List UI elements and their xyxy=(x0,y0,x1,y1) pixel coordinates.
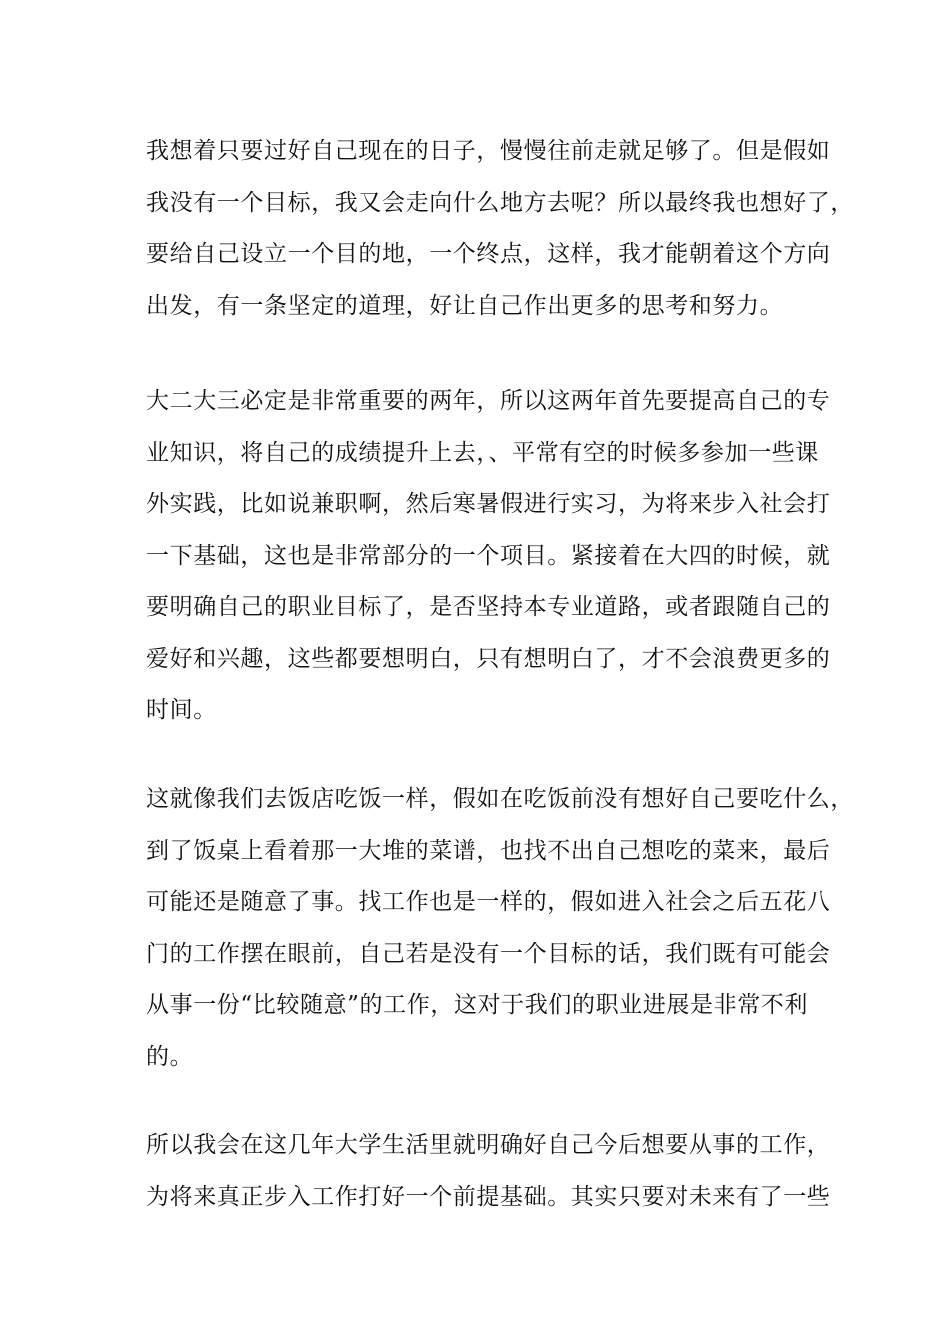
text-line: 出发，有一条坚定的道理，好让自己作出更多的思考和努力。 xyxy=(146,292,784,319)
text-line: 到了饭桌上看着那一大堆的菜谱，也找不出自己想吃的菜来，最后 xyxy=(146,837,831,864)
text-line: 一下基础，这也是非常部分的一个项目。紧接着在大四的时候，就 xyxy=(146,542,831,569)
text-line: 爱好和兴趣，这些都要想明白，只有想明白了，才不会浪费更多的 xyxy=(146,645,831,672)
paragraph-analogy xyxy=(146,774,854,1083)
paragraph-plan xyxy=(146,376,831,737)
text-line: 所以我会在这几年大学生活里就明确好自己今后想要从事的工作， xyxy=(146,1132,831,1158)
text-line: 的。 xyxy=(146,1043,194,1070)
text-line: 外实践，比如说兼职啊，然后寒暑假进行实习，为将来步入社会打 xyxy=(146,491,831,517)
text-line: 业知识，将自己的成绩提升上去，、平常有空的时候多参加一些课 xyxy=(146,439,819,466)
text-line: 时间。 xyxy=(146,697,217,723)
text-line: 可能还是随意了事。找工作也是一样的，假如进入社会之后五花八 xyxy=(146,889,831,915)
text-line: 要明确自己的职业目标了，是否坚持本专业道路，或者跟随自己的 xyxy=(146,594,831,620)
text-line: 为将来真正步入工作打好一个前提基础。其实只要对未来有了一些 xyxy=(146,1183,831,1210)
text-line: 我想着只要过好自己现在的日子，慢慢往前走就足够了。但是假如 xyxy=(146,138,831,164)
text-line: 大二大三必定是非常重要的两年，所以这两年首先要提高自己的专 xyxy=(146,388,831,414)
text-line: 这就像我们去饭店吃饭一样，假如在吃饭前没有想好自己要吃什么， xyxy=(146,786,854,812)
text-line: 门的工作摆在眼前，自己若是没有一个目标的话，我们既有可能会 xyxy=(146,940,831,967)
text-line: 要给自己设立一个目的地，一个终点，这样，我才能朝着这个方向 xyxy=(146,241,831,267)
text-line: 从事一份“比较随意”的工作，这对于我们的职业进展是非常不利 xyxy=(146,992,808,1018)
text-line: 我没有一个目标，我又会走向什么地方去呢？所以最终我也想好了， xyxy=(146,189,854,216)
paragraph-goal xyxy=(146,126,854,332)
paragraph-conclusion xyxy=(146,1120,831,1223)
